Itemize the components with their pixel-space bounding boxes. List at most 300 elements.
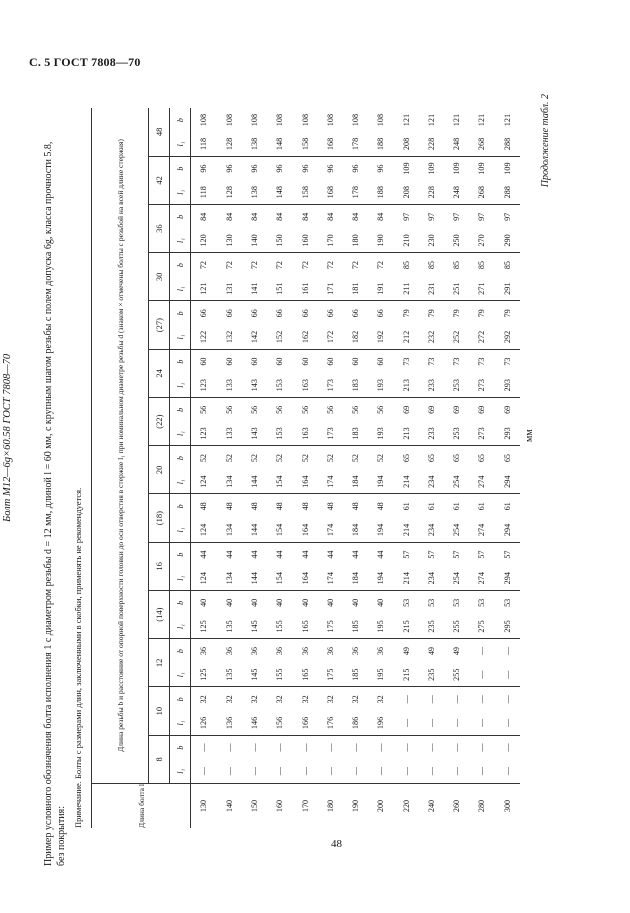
- table-cell: 69: [426, 405, 436, 414]
- table-cell: 44: [199, 550, 209, 559]
- table-cell: 126: [191, 711, 217, 735]
- subheader-b: b: [170, 542, 191, 566]
- table-cell: —: [343, 759, 368, 783]
- table-cell: 32: [376, 695, 386, 704]
- table-cell: 215: [394, 615, 419, 639]
- table-cell: 235: [419, 615, 444, 639]
- table-cell: —: [495, 711, 520, 735]
- table-cell: 32: [300, 695, 310, 704]
- length-cell: 180: [318, 784, 343, 829]
- subheader-l1: l₁: [170, 711, 191, 735]
- subheader-b: b: [170, 301, 191, 325]
- table-cell: 120: [191, 229, 217, 253]
- subheader-b: b: [170, 687, 191, 711]
- table-cell: 96: [325, 164, 335, 173]
- table-cell: —: [242, 759, 267, 783]
- subheader-l1: l₁: [170, 615, 191, 639]
- subheader-b: b: [170, 446, 191, 470]
- table-cell: 190: [368, 229, 393, 253]
- table-cell: 148: [267, 132, 292, 156]
- table-cell: 66: [376, 309, 386, 318]
- table-cell: —: [426, 743, 436, 752]
- table-cell: 108: [224, 113, 234, 127]
- table-cell: 154: [267, 470, 292, 494]
- table-cell: 148: [267, 180, 292, 204]
- table-cell: 48: [325, 502, 335, 511]
- table-cell: 158: [293, 132, 318, 156]
- table-cell: 44: [376, 550, 386, 559]
- length-cell: 190: [343, 784, 368, 829]
- table-cell: 121: [426, 113, 436, 127]
- table-cell: 32: [250, 695, 260, 704]
- table-cell: 96: [250, 164, 260, 173]
- length-cell: 170: [293, 784, 318, 829]
- table-row: [444, 108, 469, 828]
- table-cell: 141: [242, 277, 267, 301]
- table-cell: 178: [343, 132, 368, 156]
- table-cell: —: [469, 663, 494, 687]
- table-cell: —: [495, 663, 520, 687]
- table-cell: 53: [426, 598, 436, 607]
- table-row: [368, 108, 393, 828]
- table-cell: 123: [191, 422, 217, 446]
- table-cell: 44: [325, 550, 335, 559]
- table-cell: 60: [351, 357, 361, 366]
- table-cell: 72: [376, 260, 386, 270]
- table-cell: 124: [191, 518, 217, 542]
- table-cell: 72: [351, 260, 361, 270]
- subheader-b: b: [170, 205, 191, 229]
- table-cell: 44: [224, 550, 234, 559]
- table-cell: —: [469, 759, 494, 783]
- diameter-header: 16: [149, 542, 170, 590]
- table-cell: 130: [217, 229, 242, 253]
- table-cell: 254: [444, 566, 469, 590]
- table-cell: 164: [293, 470, 318, 494]
- table-cell: 109: [452, 162, 462, 175]
- table-cell: 36: [275, 646, 285, 656]
- table-cell: 56: [199, 405, 209, 414]
- table-cell: 60: [300, 357, 310, 366]
- table-cell: 184: [343, 518, 368, 542]
- table-cell: 56: [224, 405, 234, 414]
- subheader-b: b: [170, 156, 191, 180]
- table-cell: 108: [351, 113, 361, 127]
- table-cell: 181: [343, 277, 368, 301]
- table-cell: 143: [242, 373, 267, 397]
- table-cell: 173: [318, 373, 343, 397]
- table-cell: 49: [452, 646, 462, 656]
- table-cell: 65: [477, 453, 487, 463]
- length-cell: 140: [217, 784, 242, 829]
- table-note: Примечание. Болты с размерами длин, заключенными в скобки, применять не рекомендуется.: [73, 487, 83, 828]
- subheader-l1: l₁: [170, 422, 191, 446]
- table-cell: 155: [267, 663, 292, 687]
- table-cell: 60: [199, 357, 209, 366]
- table-cell: 97: [426, 212, 436, 221]
- table-cell: 231: [419, 277, 444, 301]
- table-cell: 84: [224, 212, 234, 221]
- table-cell: 48: [224, 502, 234, 511]
- table-row: [217, 108, 242, 828]
- table-cell: 56: [250, 405, 260, 414]
- length-cell: 280: [469, 784, 494, 829]
- table-cell: 40: [199, 598, 209, 607]
- table-cell: 79: [426, 309, 436, 318]
- table-cell: 85: [477, 260, 487, 270]
- table-cell: 275: [469, 615, 494, 639]
- table-cell: 53: [477, 598, 487, 607]
- table-cell: 186: [343, 711, 368, 735]
- table-cell: 121: [191, 277, 217, 301]
- table-cell: —: [452, 743, 462, 752]
- table-cell: 195: [368, 615, 393, 639]
- table-cell: 84: [199, 212, 209, 221]
- table-cell: 57: [452, 550, 462, 559]
- table-cell: 174: [318, 518, 343, 542]
- table-cell: 274: [469, 470, 494, 494]
- table-cell: 108: [325, 113, 335, 127]
- table-cell: 123: [191, 373, 217, 397]
- table-cell: —: [477, 646, 487, 656]
- table-cell: 164: [293, 518, 318, 542]
- table-cell: 133: [217, 422, 242, 446]
- table-cell: 253: [444, 373, 469, 397]
- table-cell: 163: [293, 422, 318, 446]
- table-cell: 72: [300, 260, 310, 270]
- subheader-l1: l₁: [170, 180, 191, 204]
- table-cell: 66: [224, 309, 234, 318]
- table-cell: 73: [502, 357, 512, 366]
- table-cell: 52: [199, 453, 209, 463]
- table-cell: 49: [426, 646, 436, 656]
- table-cell: 40: [275, 598, 285, 607]
- table-cell: 73: [401, 357, 411, 366]
- table-cell: 270: [469, 229, 494, 253]
- diameter-header: 30: [149, 253, 170, 301]
- table-cell: 66: [351, 309, 361, 318]
- table-cell: 69: [502, 405, 512, 414]
- subheader-b: b: [170, 349, 191, 373]
- table-cell: 60: [224, 357, 234, 366]
- table-cell: 174: [318, 470, 343, 494]
- length-header: Длина болта l: [92, 784, 191, 829]
- table-cell: 36: [224, 646, 234, 656]
- table-cell: 36: [199, 646, 209, 656]
- table-cell: 32: [224, 695, 234, 704]
- table-cell: 193: [368, 422, 393, 446]
- subheader-b: b: [170, 494, 191, 518]
- table-cell: 214: [394, 470, 419, 494]
- subheader-l1: l₁: [170, 132, 191, 156]
- table-cell: 135: [217, 615, 242, 639]
- table-cell: —: [217, 759, 242, 783]
- table-cell: —: [502, 646, 512, 656]
- table-cell: 183: [343, 422, 368, 446]
- table-cell: 142: [242, 325, 267, 349]
- table-cell: 96: [224, 164, 234, 173]
- table-cell: 97: [477, 212, 487, 221]
- table-cell: 235: [419, 663, 444, 687]
- table-cell: 234: [419, 566, 444, 590]
- table-cell: 56: [325, 405, 335, 414]
- table-cell: 153: [267, 373, 292, 397]
- table-cell: 164: [293, 566, 318, 590]
- table-cell: 185: [343, 663, 368, 687]
- subheader-l1: l₁: [170, 470, 191, 494]
- table-cell: 251: [444, 277, 469, 301]
- table-cell: —: [502, 695, 512, 704]
- table-cell: 40: [325, 598, 335, 607]
- length-cell: 130: [191, 784, 217, 829]
- table-cell: 53: [401, 598, 411, 607]
- table-cell: 268: [469, 132, 494, 156]
- table-cell: 180: [343, 229, 368, 253]
- table-cell: 175: [318, 663, 343, 687]
- table-cell: 144: [242, 566, 267, 590]
- table-cell: 134: [217, 470, 242, 494]
- table-cell: 125: [191, 663, 217, 687]
- table-cell: 52: [376, 453, 386, 463]
- table-cell: —: [199, 743, 209, 752]
- table-body: [191, 108, 521, 828]
- length-cell: 220: [394, 784, 419, 829]
- length-cell: 200: [368, 784, 393, 829]
- table-cell: 196: [368, 711, 393, 735]
- table-cell: 213: [394, 373, 419, 397]
- table-cell: 96: [300, 164, 310, 173]
- table-cell: 273: [469, 422, 494, 446]
- table-cell: 121: [477, 113, 487, 127]
- table-cell: 144: [242, 470, 267, 494]
- table-cell: 96: [376, 164, 386, 173]
- table-cell: —: [275, 743, 285, 752]
- table-cell: 109: [426, 162, 436, 175]
- table-cell: 165: [293, 663, 318, 687]
- table-cell: 44: [275, 550, 285, 559]
- length-cell: 300: [495, 784, 520, 829]
- table-cell: 166: [293, 711, 318, 735]
- diameter-header: 10: [149, 687, 170, 735]
- table-cell: 194: [368, 566, 393, 590]
- table-cell: 60: [250, 357, 260, 366]
- table-cell: 144: [242, 518, 267, 542]
- table-cell: 288: [495, 180, 520, 204]
- table-cell: 85: [401, 260, 411, 270]
- table-cell: 48: [300, 502, 310, 511]
- diameter-header: (18): [149, 494, 170, 542]
- table-cell: 233: [419, 373, 444, 397]
- table-cell: 118: [191, 132, 217, 156]
- diameter-header: 24: [149, 349, 170, 397]
- diameter-header: 36: [149, 205, 170, 253]
- subheader-b: b: [170, 398, 191, 422]
- table-cell: 65: [452, 453, 462, 463]
- subheader-b: b: [170, 591, 191, 615]
- table-cell: 146: [242, 711, 267, 735]
- table-row: [267, 108, 292, 828]
- group-header: Длина резьбы b и расстояние от опорной поверхности головки до оси отверстия в стержне l₁ при номинальном диаметре резьбы d (знаком × отмечены болты с резьбой на всей длине стержня): [92, 108, 149, 784]
- table-row: [469, 108, 494, 828]
- table-cell: 288: [495, 132, 520, 156]
- table-cell: —: [394, 759, 419, 783]
- table-cell: 73: [426, 357, 436, 366]
- table-cell: 134: [217, 518, 242, 542]
- table-cell: 84: [351, 212, 361, 221]
- table-cell: 178: [343, 180, 368, 204]
- table-cell: 228: [419, 180, 444, 204]
- table-cell: 60: [325, 357, 335, 366]
- table-cell: 132: [217, 325, 242, 349]
- table-cell: 151: [267, 277, 292, 301]
- table-cell: —: [419, 759, 444, 783]
- table-cell: 85: [502, 260, 512, 270]
- table-cell: 140: [242, 229, 267, 253]
- table-cell: —: [452, 695, 462, 704]
- table-cell: —: [469, 711, 494, 735]
- table-cell: 66: [250, 309, 260, 318]
- table-cell: 293: [495, 373, 520, 397]
- table-cell: 65: [502, 453, 512, 463]
- table-cell: 57: [477, 550, 487, 559]
- table-cell: 57: [401, 550, 411, 559]
- table-cell: 271: [469, 277, 494, 301]
- diameter-header: 48: [149, 108, 170, 156]
- table-cell: 171: [318, 277, 343, 301]
- table-cell: 108: [275, 113, 285, 127]
- table-cell: 49: [401, 646, 411, 656]
- table-cell: 40: [351, 598, 361, 607]
- table-cell: 210: [394, 229, 419, 253]
- table-cell: 212: [394, 325, 419, 349]
- table-cell: 234: [419, 470, 444, 494]
- table-cell: 155: [267, 615, 292, 639]
- table-cell: 32: [275, 695, 285, 704]
- table-cell: 53: [452, 598, 462, 607]
- table-cell: 165: [293, 615, 318, 639]
- table-cell: —: [368, 759, 393, 783]
- continuation-label: Продолжение табл. 2: [540, 94, 551, 188]
- table-cell: 150: [267, 229, 292, 253]
- table-cell: —: [444, 759, 469, 783]
- table-cell: 163: [293, 373, 318, 397]
- table-cell: 188: [368, 180, 393, 204]
- example-text: Пример условного обозначения болта исполнения 1 с диаметром резьбы d = 12 мм, длиной l = 60 мм, с крупным шагом резьбы с полем допуска 6g, класса прочности 5.8, без покрытия:: [43, 141, 67, 866]
- table-row: [293, 108, 318, 828]
- table-cell: 97: [401, 212, 411, 221]
- table-cell: 145: [242, 663, 267, 687]
- table-cell: 252: [444, 325, 469, 349]
- table-row: [242, 108, 267, 828]
- table-cell: 56: [376, 405, 386, 414]
- table-cell: 79: [502, 309, 512, 318]
- table-cell: 291: [495, 277, 520, 301]
- table-cell: —: [325, 743, 335, 752]
- diameter-header: 42: [149, 156, 170, 204]
- table-cell: 255: [444, 615, 469, 639]
- table-cell: 48: [275, 502, 285, 511]
- table-cell: 79: [452, 309, 462, 318]
- table-cell: 233: [419, 422, 444, 446]
- table-cell: 121: [452, 113, 462, 127]
- table-cell: —: [477, 695, 487, 704]
- table-cell: 65: [426, 453, 436, 463]
- table-cell: 72: [325, 260, 335, 270]
- table-cell: 215: [394, 663, 419, 687]
- page-header: С. 5 ГОСТ 7808—70: [29, 55, 141, 69]
- table-cell: 128: [217, 132, 242, 156]
- table-cell: 36: [325, 646, 335, 656]
- table-cell: 52: [250, 453, 260, 463]
- table-cell: —: [267, 759, 292, 783]
- table-cell: 66: [199, 309, 209, 318]
- table-cell: 40: [250, 598, 260, 607]
- table-cell: 232: [419, 325, 444, 349]
- table-cell: 72: [275, 260, 285, 270]
- table-cell: 36: [376, 646, 386, 656]
- diameter-header: 8: [149, 735, 170, 783]
- table-row: [419, 108, 444, 828]
- length-cell: 240: [419, 784, 444, 829]
- table-cell: 182: [343, 325, 368, 349]
- table-cell: 248: [444, 132, 469, 156]
- table-cell: 48: [376, 502, 386, 511]
- table-cell: 56: [275, 405, 285, 414]
- table-cell: 118: [191, 180, 217, 204]
- table-cell: 162: [293, 325, 318, 349]
- table-cell: 192: [368, 325, 393, 349]
- table-cell: 124: [191, 470, 217, 494]
- table-cell: 214: [394, 566, 419, 590]
- table-cell: 73: [477, 357, 487, 366]
- table-cell: 121: [502, 113, 512, 127]
- table-cell: 32: [199, 695, 209, 704]
- subheader-row: [170, 108, 191, 828]
- table-cell: 84: [300, 212, 310, 221]
- table-cell: —: [401, 743, 411, 752]
- table-cell: 294: [495, 566, 520, 590]
- table-cell: —: [419, 711, 444, 735]
- table-cell: —: [401, 695, 411, 704]
- table-cell: 60: [275, 357, 285, 366]
- table-cell: —: [351, 743, 361, 752]
- table-cell: 185: [343, 615, 368, 639]
- length-cell: 150: [242, 784, 267, 829]
- table-cell: 272: [469, 325, 494, 349]
- subheader-b: b: [170, 735, 191, 759]
- table-cell: 73: [452, 357, 462, 366]
- table-cell: 40: [376, 598, 386, 607]
- table-cell: 79: [477, 309, 487, 318]
- table-cell: 294: [495, 518, 520, 542]
- table-cell: 96: [351, 164, 361, 173]
- table-cell: 32: [325, 695, 335, 704]
- table-cell: 193: [368, 373, 393, 397]
- subheader-l1: l₁: [170, 229, 191, 253]
- subheader-b: b: [170, 108, 191, 132]
- table-cell: 248: [444, 180, 469, 204]
- diameter-header: (14): [149, 591, 170, 639]
- subheader-l1: l₁: [170, 566, 191, 590]
- table-cell: 188: [368, 132, 393, 156]
- table-cell: —: [224, 743, 234, 752]
- table-cell: —: [502, 743, 512, 752]
- table-cell: 158: [293, 180, 318, 204]
- table-cell: 36: [300, 646, 310, 656]
- table-cell: 52: [300, 453, 310, 463]
- diameter-header: 12: [149, 639, 170, 687]
- table-cell: 108: [250, 113, 260, 127]
